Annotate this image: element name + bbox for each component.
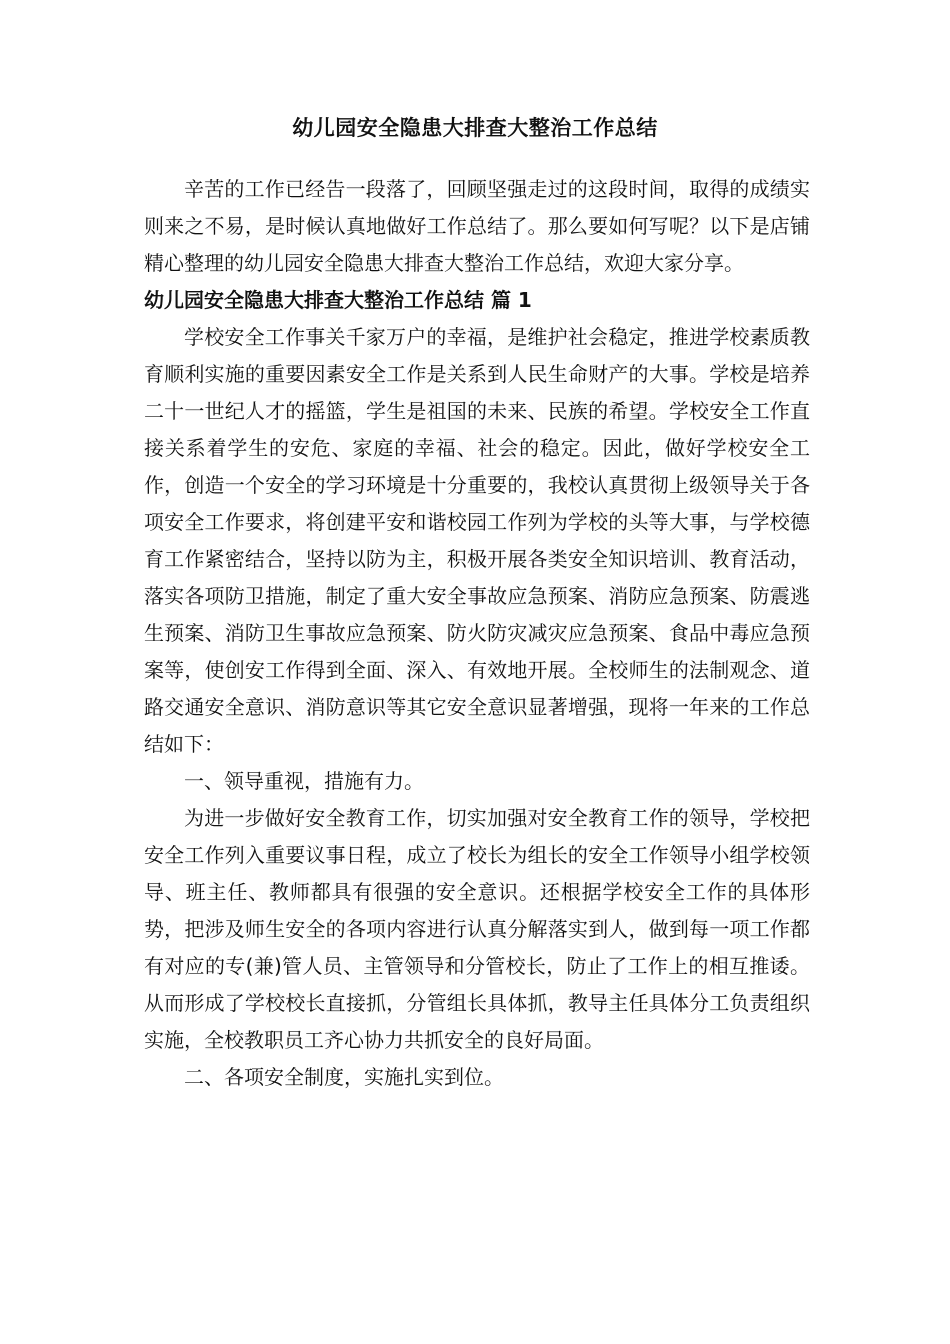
document-body	[144, 171, 810, 1096]
subheading-paragraph: 一、领导重视，措施有力。	[184, 769, 424, 793]
document-title: 幼儿园安全隐患大排查大整治工作总结	[292, 116, 658, 140]
body-paragraph: 为进一步做好安全教育工作，切实加强对安全教育工作的领导，学校把安全工作列入重要议事日程，成立了校长为组长的安全工作领导小组学校领导、班主任、教师都具有很强的安全意识。还根据学校安全工作的具体形势，把涉及师生安全的各项内容进行认真分解落实到人，做到每一项工作都有对应的专(兼)管人员、主管领导和分管校长，防止了工作上的相互推诿。从而形成了学校校长直接抓，分管组长具体抓，教导主任具体分工负责组织实施，全校教职员工齐心协力共抓安全的良好局面。	[144, 806, 810, 1052]
subheading-paragraph: 二、各项安全制度，实施扎实到位。	[184, 1065, 504, 1089]
body-paragraph: 学校安全工作事关千家万户的幸福，是维护社会稳定，推进学校素质教育顺利实施的重要因素安全工作是关系到人民生命财产的大事。学校是培养二十一世纪人才的摇篮，学生是祖国的未来、民族的希望。学校安全工作直接关系着学生的安危、家庭的幸福、社会的稳定。因此，做好学校安全工作，创造一个安全的学习环境是十分重要的，我校认真贯彻上级领导关于各项安全工作要求，将创建平安和谐校园工作列为学校的头等大事，与学校德育工作紧密结合，坚持以防为主，积极开展各类安全知识培训、教育活动，落实各项防卫措施，制定了重大安全事故应急预案、消防应急预案、防震逃生预案、消防卫生事故应急预案、防火防灾减灾应急预案、食品中毒应急预案等，使创安工作得到全面、深入、有效地开展。全校师生的法制观念、道路交通安全意识、消防意识等其它安全意识显著增强，现将一年来的工作总结如下：	[144, 325, 810, 756]
intro-paragraph: 辛苦的工作已经告一段落了，回顾坚强走过的这段时间，取得的成绩实则来之不易，是时候认真地做好工作总结了。那么要如何写呢？以下是店铺精心整理的幼儿园安全隐患大排查大整治工作总结，欢迎大家分享。	[144, 177, 810, 275]
section-heading: 幼儿园安全隐患大排查大整治工作总结 篇 1	[144, 288, 532, 312]
